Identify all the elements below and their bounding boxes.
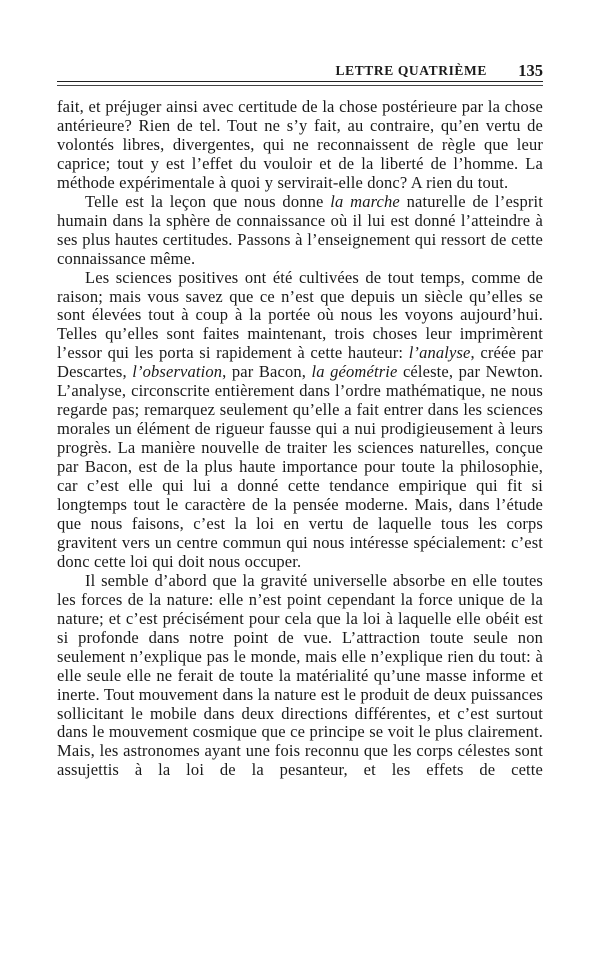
- paragraph-3-emphasis-1: l’analyse: [408, 343, 471, 363]
- paragraph-2-text-a: Telle est la leçon que nous donne: [85, 191, 331, 211]
- paragraph-3-text-c: , par Bacon,: [222, 362, 312, 382]
- page-number: 135: [518, 61, 543, 80]
- header-rule-thick: [57, 81, 543, 82]
- paragraph-2-text-b: naturelle de l’esprit humain dans la sphère de connaissance où il lui est donné l’atteindre à ses plus hautes certitudes. Passons à l’enseignement qui ressort de cette connaissance même.: [57, 191, 543, 268]
- paragraph-2-emphasis-1: la marche: [330, 191, 400, 211]
- running-head: [57, 62, 543, 84]
- paragraph-4: [57, 572, 543, 780]
- header-rule-thin: [57, 85, 543, 86]
- paragraph-3-text-d: céleste, par Newton. L’analyse, circonscrite entièrement dans l’ordre mathématique, ne nous regarde pas; remarquez seulement qu’elle a fait entrer dans les sciences morales un élément de rigueur fausse qui a nui prodigieusement à leurs progrès. La manière nouvelle de traiter les sciences naturelles, conçue par Bacon, est de la plus haute importance pour toute la philosophie, car c’est elle qui lui a donné cette tendance empirique qui fit si longtemps tout le caractère de la pensée moderne. Mais, dans l’étude que nous faisons, c’est la loi en vertu de laquelle tous les corps gravitent vers un centre commun qui nous intéresse spécialement: c’est donc cette loi qui doit nous occuper.: [57, 362, 544, 571]
- paragraph-1: [57, 98, 543, 193]
- paragraph-3-emphasis-3: la géométrie: [311, 362, 398, 382]
- paragraph-3-emphasis-2: l’observation: [132, 362, 223, 382]
- running-title: LETTRE QUATRIÈME: [335, 63, 487, 78]
- body-text: [57, 98, 543, 780]
- paragraph-2: [57, 193, 543, 269]
- paragraph-1-text: fait, et préjuger ainsi avec certitude de la chose postérieure par la chose antérieure? Rien de tel. Tout ne s’y fait, au contraire, qu’en vertu de volontés libres, divergentes, qui ne reconnaissent de règle que leur caprice; tout y est l’effet du vouloir et de la liberté de l’homme. La méthode expérimentale à quoi y servirait-elle donc? A rien du tout.: [57, 97, 543, 192]
- paragraph-3-text-b: , créée par Descartes,: [57, 343, 543, 382]
- paragraph-4-text: Il semble d’abord que la gravité universelle absorbe en elle toutes les forces de la nature: elle n’est point cependant la force unique de la nature; et c’est précisément pour cela que la loi à laquelle elle obéit est si profonde dans notre point de vue. L’attraction toute seule non seulement n’explique pas le monde, mais elle n’explique rien du tout: à elle seule elle ne ferait de toute la matérialité qu’une masse informe et inerte. Tout mouvement dans la nature est le produit de deux puissances sollicitant le mobile dans deux directions différentes, et c’est surtout dans le mouvement cosmique que ce principe se voit le plus clairement. Mais, les astronomes ayant une fois reconnu que les corps célestes sont assujettis à la loi de la pesanteur, et les effets de cette: [57, 570, 543, 780]
- paragraph-3-text-a: Les sciences positives ont été cultivées de tout temps, comme de raison; mais vous savez que ce n’est que depuis un siècle qu’elles se sont élevées tout à coup à la portée où nous les voyons aujourd’hui. Telles qu’elles sont faites maintenant, trois choses leur imprimèrent l’essor qui les porta si rapidement à cette hauteur:: [57, 267, 543, 363]
- paragraph-3: [57, 269, 543, 572]
